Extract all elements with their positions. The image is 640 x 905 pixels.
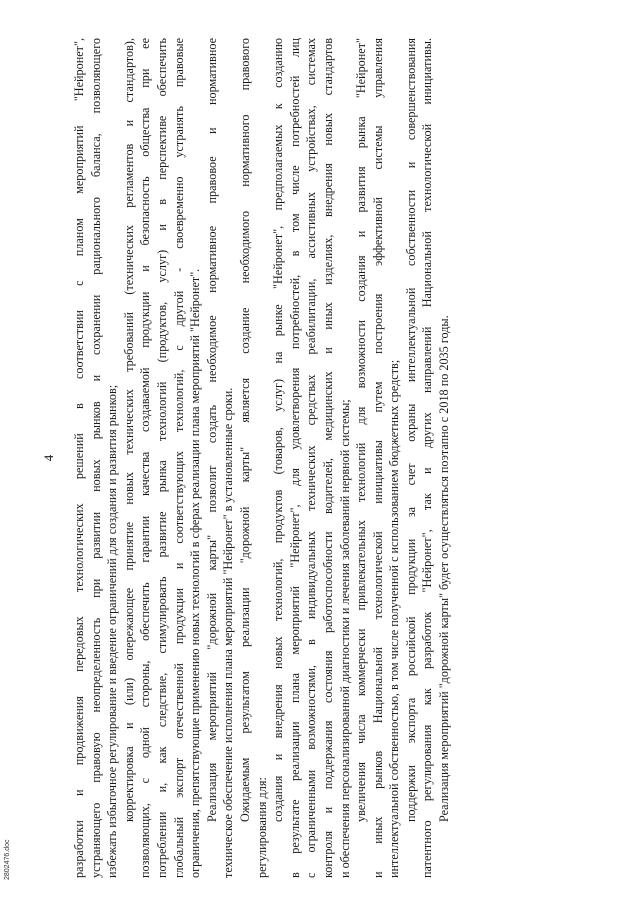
text-line: устраняющего правовую неопределенность при развитии новых рынков и сохранении рационального баланса, позволяющего [88,38,103,878]
rotated-page [39,38,599,878]
text-line: и обеспечения персонализированной диагностики и лечения заболеваний нервной системы; [337,399,352,878]
text-line: избежать избыточное регулирование и введение ограничений для создания и развития рынков; [105,384,120,878]
page-number: 4 [41,454,56,462]
text-line: ограничения, препятствующие применению новых технологий в сферах реализации плана мероприятий "Нейронет". [188,268,203,878]
text-line: и иных рынков Национальной технологической инициативы путем построения эффективной системы управления [370,38,385,878]
text-line: контроля и поддержания состояния работоспособности водителей, медицинских и иных изделиях, внедрения новых стандартов [320,38,335,878]
text-line: интеллектуальной собственностью, в том числе полученной с использованием бюджетных средств; [387,359,402,878]
text-line: разработки и продвижения передовых технологических решений в соответствии с планом мероприятий "Нейронет", [72,38,86,878]
text-line: Реализация мероприятий "дорожной карты" позволит создать необходимое нормативное правовое и нормативное [204,38,219,822]
text-line: поддержки экспорта российской продукции за счет охраны интеллектуальной собственности и совершенствования [403,38,418,822]
text-line: создания и внедрения новых технологий, продуктов (товаров, услуг) на рынке "Нейронет", предполагаемых к созданию [271,38,286,822]
text-line: с ограниченными возможностями, в индивидуальных технических средствах реабилитации, ассистивных устройствах, системах [304,38,319,878]
text-line: глобальный экспорт отечественной продукции и соответствующих технологий, с другой - своевременно устранять правовые [171,38,186,878]
text-line: Ожидаемым результатом реализации "дорожной карты" является создание необходимого нормативного правового [237,38,252,822]
text-line: патентного регулирования как разработок "Нейронет", так и других направлений Национальной технологической инициативы. [420,38,435,878]
text-line: регулирования для: [254,777,269,878]
file-name-footer: 2802476.doc [4,839,11,880]
text-line: техническое обеспечение исполнения плана мероприятий "Нейронет" в установленные сроки. [221,387,236,878]
document-body [71,38,453,878]
text-line: увеличения числа коммерчески привлекательных технологий для возможности создания и развития рынка "Нейронет" [354,38,369,822]
text-line: потреблении и, как следствие, стимулировать развитие рынка технологий (продуктов, услуг) и в перспективе обеспечить [154,38,169,878]
text-line: в результате реализации плана мероприятий "Нейронет", для удовлетворения потребностей, в том числе потребностей лиц [287,38,302,878]
text-line: Реализация мероприятий "дорожной карты" будет осуществляться поэтапно с 2018 по 2035 годы. [437,315,452,822]
text-line: позволяющих, с одной стороны, обеспечить гарантии качества создаваемой продукции и безопасность общества при ее [138,38,153,878]
text-line: корректировка и (или) опережающее принятие новых технических требований (технических регламентов и стандартов), [121,38,136,822]
